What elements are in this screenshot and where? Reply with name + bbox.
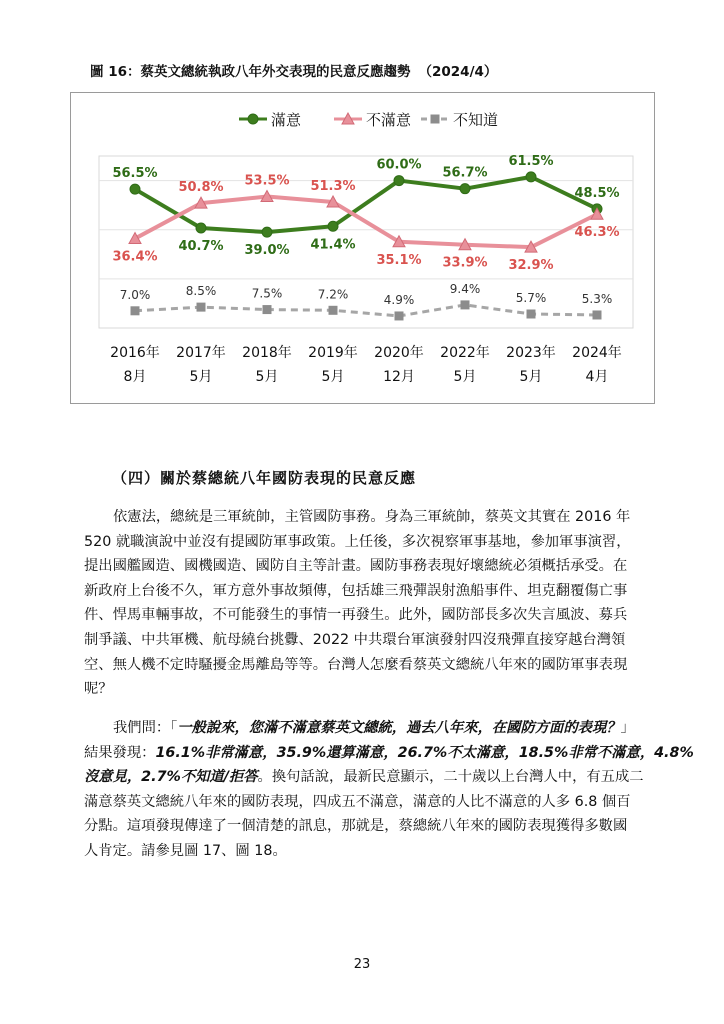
- data-label: 9.4%: [449, 281, 481, 296]
- data-label: 8.5%: [185, 284, 217, 299]
- figure-title: [90, 60, 497, 80]
- x-tick-label: 12月: [383, 369, 415, 385]
- data-label: 7.5%: [251, 286, 283, 301]
- question-prefix: 我們問：「: [113, 720, 178, 736]
- data-point: [527, 310, 535, 318]
- data-label: 51.3%: [310, 178, 356, 194]
- data-label: 7.0%: [119, 287, 151, 302]
- x-tick-label: 2020年: [374, 345, 424, 361]
- data-point: [460, 184, 470, 194]
- data-point: [131, 307, 139, 315]
- data-label: 39.0%: [244, 243, 290, 259]
- data-label: 5.3%: [581, 291, 613, 306]
- chart-frame: [70, 92, 655, 404]
- data-point: [593, 311, 601, 319]
- data-label: 41.4%: [310, 237, 356, 253]
- data-label: 32.9%: [508, 258, 554, 274]
- x-tick-label: 2017年: [176, 345, 226, 361]
- x-tick-label: 2022年: [440, 345, 490, 361]
- paragraph-background: [84, 505, 640, 702]
- data-point: [263, 306, 271, 314]
- data-label: 48.5%: [574, 185, 620, 201]
- paragraph-line: 制爭議、中共軍機、航母繞台挑釁、2022 中共環台軍演發射四沒飛彈直接穿越台灣領: [84, 631, 626, 648]
- data-label: 4.9%: [383, 292, 415, 307]
- paragraph-line: 新政府上台後不久，軍方意外事故頻傳，包括雄三飛彈誤射漁船事件、坦克翻覆傷亡事: [84, 582, 628, 599]
- paragraph-line: 呢？: [84, 681, 113, 698]
- x-tick-label: 2019年: [308, 345, 358, 361]
- legend-label: 不滿意: [366, 111, 412, 129]
- data-label: 46.3%: [574, 225, 620, 241]
- data-label: 40.7%: [178, 238, 224, 254]
- legend-label: 滿意: [271, 111, 302, 129]
- x-tick-label: 2018年: [242, 345, 292, 361]
- paragraph-line: [84, 716, 640, 741]
- data-label: 53.5%: [244, 173, 290, 189]
- legend-marker: [248, 114, 258, 124]
- data-label: 35.1%: [376, 252, 422, 268]
- data-label: 36.4%: [112, 249, 158, 265]
- x-tick-label: 5月: [453, 369, 477, 385]
- data-label: 33.9%: [442, 255, 488, 271]
- section-heading: （四）關於蔡總統八年國防表現的民意反應: [112, 469, 417, 487]
- legend-marker: [431, 115, 439, 123]
- result-text: 。換句話說，最新民意顯示，二十歲以上台灣人中，有五成二: [257, 769, 644, 786]
- x-tick-label: 2024年: [572, 345, 622, 361]
- legend-label: 不知道: [453, 111, 499, 129]
- x-tick-label: 5月: [519, 369, 543, 385]
- question-suffix: 」: [620, 720, 635, 736]
- data-point: [130, 184, 140, 194]
- data-label: 7.2%: [317, 287, 349, 302]
- data-point: [197, 303, 205, 311]
- paragraph-line: [84, 765, 644, 790]
- line-chart: [71, 93, 654, 403]
- x-tick-label: 5月: [321, 369, 345, 385]
- result-prefix: 結果發現：: [84, 744, 156, 761]
- data-label: 56.7%: [442, 165, 488, 181]
- figure-date: （2024/4）: [418, 64, 498, 80]
- paragraph-line: [84, 741, 694, 766]
- paragraph-line: 滿意蔡英文總統八年來的國防表現，四成五不滿意，滿意的人比不滿意的人多 6.8 個百: [84, 793, 631, 810]
- x-tick-label: 5月: [189, 369, 213, 385]
- data-point: [395, 312, 403, 320]
- data-point: [329, 306, 337, 314]
- data-label: 5.7%: [515, 290, 547, 305]
- data-label: 61.5%: [508, 153, 554, 169]
- paragraph-results: [84, 716, 694, 864]
- x-tick-label: 2023年: [506, 345, 556, 361]
- paragraph-line: 分點。這項發現傳達了一個清楚的訊息，那就是，蔡總統八年來的國防表現獲得多數國: [84, 818, 628, 835]
- x-tick-label: 4月: [585, 369, 609, 385]
- data-point: [394, 176, 404, 186]
- paragraph-line: 空、無人機不定時騷擾金馬離島等等。台灣人怎麼看蔡英文總統八年來的國防軍事表現: [84, 656, 628, 673]
- data-label: 50.8%: [178, 180, 224, 196]
- x-tick-label: 5月: [255, 369, 279, 385]
- paragraph-line: 提出國艦國造、國機國造、國防自主等計畫。國防事務表現好壞總統必須概括承受。在: [84, 558, 628, 575]
- data-label: 56.5%: [112, 166, 158, 182]
- data-point: [262, 227, 272, 237]
- data-point: [196, 223, 206, 233]
- figure-title-text: 圖 16：蔡英文總統執政八年外交表現的民意反應趨勢: [90, 64, 411, 80]
- paragraph-line: 520 就職演說中並沒有提國防軍事政策。上任後，多次視察軍事基地，參加軍事演習，: [84, 533, 631, 550]
- survey-results-cont: 沒意見，2.7%不知道/拒答: [84, 769, 258, 786]
- x-tick-label: 8月: [123, 369, 147, 385]
- x-tick-label: 2016年: [110, 345, 160, 361]
- data-point: [461, 301, 469, 309]
- data-point: [328, 221, 338, 231]
- page-number: 23: [353, 957, 371, 972]
- data-point: [526, 172, 536, 182]
- paragraph-line: 依憲法，總統是三軍統帥，主管國防事務。身為三軍統帥，蔡英文其實在 2016 年: [113, 509, 631, 525]
- survey-question: 一般說來，您滿不滿意蔡英文總統，過去八年來，在國防方面的表現？: [177, 720, 621, 736]
- data-label: 60.0%: [376, 157, 422, 173]
- survey-results: 16.1%非常滿意，35.9%還算滿意，26.7%不太滿意，18.5%非常不滿意，4.8%: [155, 744, 694, 761]
- paragraph-line: 人肯定。請參見圖 17、圖 18。: [84, 842, 287, 859]
- paragraph-line: 件、悍馬車輛事故，不可能發生的事情一再發生。此外，國防部長多次失言風波、募兵: [84, 607, 628, 624]
